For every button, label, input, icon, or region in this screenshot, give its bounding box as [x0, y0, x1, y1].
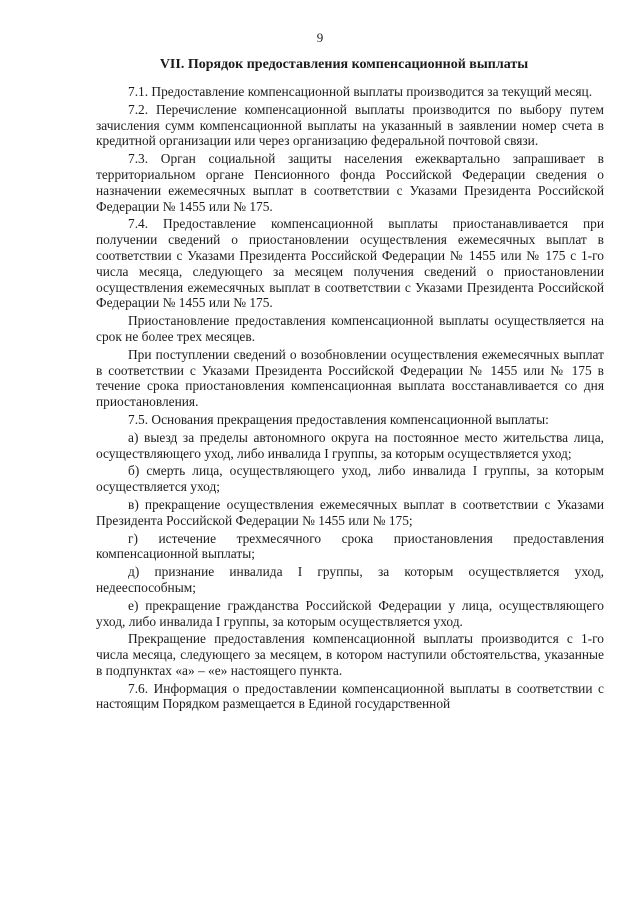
page-number: 9 [316, 30, 324, 45]
section-title: VII. Порядок предоставления компенсационной выплаты [159, 57, 529, 72]
list-item-d: д) признание инвалида I группы, за которым осуществляется уход, недееспособным; [96, 564, 604, 595]
list-item-b: б) смерть лица, осуществляющего уход, либо инвалида I группы, за которым осуществляется уход; [96, 463, 604, 495]
paragraph-7-6: 7.6. Информация о предоставлении компенсационной выплаты в соответствии с настоящим Порядком размещается в Единой государственной [96, 680, 604, 712]
paragraph-7-4: 7.4. Предоставление компенсационной выплаты приостанавливается при получении сведений о приостановлении осуществления ежемесячных выплат в соответствии с Указами Президента Российской Федерации № 1455 или № 175 с 1-го числа месяца, следующего за месяцем получения сведений о приостановлении осуществления ежемесячных выплат в соответствии с Указами Президента Российской Федерации № 1455 или № 175. [96, 216, 604, 311]
paragraph-7-1: 7.1. Предоставление компенсационной выплаты производится за текущий месяц. [128, 84, 593, 99]
paragraph-resumption: При поступлении сведений о возобновлении осуществления ежемесячных выплат в соответствии с Указами Президента Российской Федерации № 1455 или № 175 в течение срока приостановления компенсационная выплата восстанавливается со дня приостановления. [96, 346, 604, 410]
paragraph-termination-date: Прекращение предоставления компенсационной выплаты производится с 1-го числа месяца, следующего за месяцем, в котором наступили обстоятельства, указанные в подпунктах «а» – «е» настоящего пункта. [96, 631, 604, 678]
list-item-a: а) выезд за пределы автономного округа на постоянное место жительства лица, осуществляющего уход, либо инвалида I группы, за которым осуществляется уход; [96, 429, 604, 461]
paragraph-7-5: 7.5. Основания прекращения предоставления компенсационной выплаты: [128, 411, 549, 427]
list-item-e: е) прекращение гражданства Российской Федерации у лица, осуществляющего уход, либо инвалида I группы, за которым осуществляется уход. [96, 597, 604, 629]
paragraph-7-2: 7.2. Перечисление компенсационной выплаты производится по выбору путем зачисления сумм компенсационной выплаты на указанный в заявлении номер счета в кредитной организации или через организацию федеральной почтовой связи. [96, 101, 604, 149]
paragraph-7-3: 7.3. Орган социальной защиты населения ежеквартально запрашивает в территориальном органе Пенсионного фонда Российской Федерации сведения о назначении ежемесячных выплат в соответствии с Указами Президента Российской Федерации № 1455 или № 175. [96, 151, 604, 214]
list-item-v: в) прекращение осуществления ежемесячных выплат в соответствии с Указами Президента Российской Федерации № 1455 или № 175; [96, 496, 604, 528]
document-body [96, 84, 604, 714]
list-item-g: г) истечение трехмесячного срока приостановления предоставления компенсационной выплаты; [96, 530, 604, 562]
paragraph-suspension-term: Приостановление предоставления компенсационной выплаты осуществляется на срок не более трех месяцев. [96, 313, 604, 344]
